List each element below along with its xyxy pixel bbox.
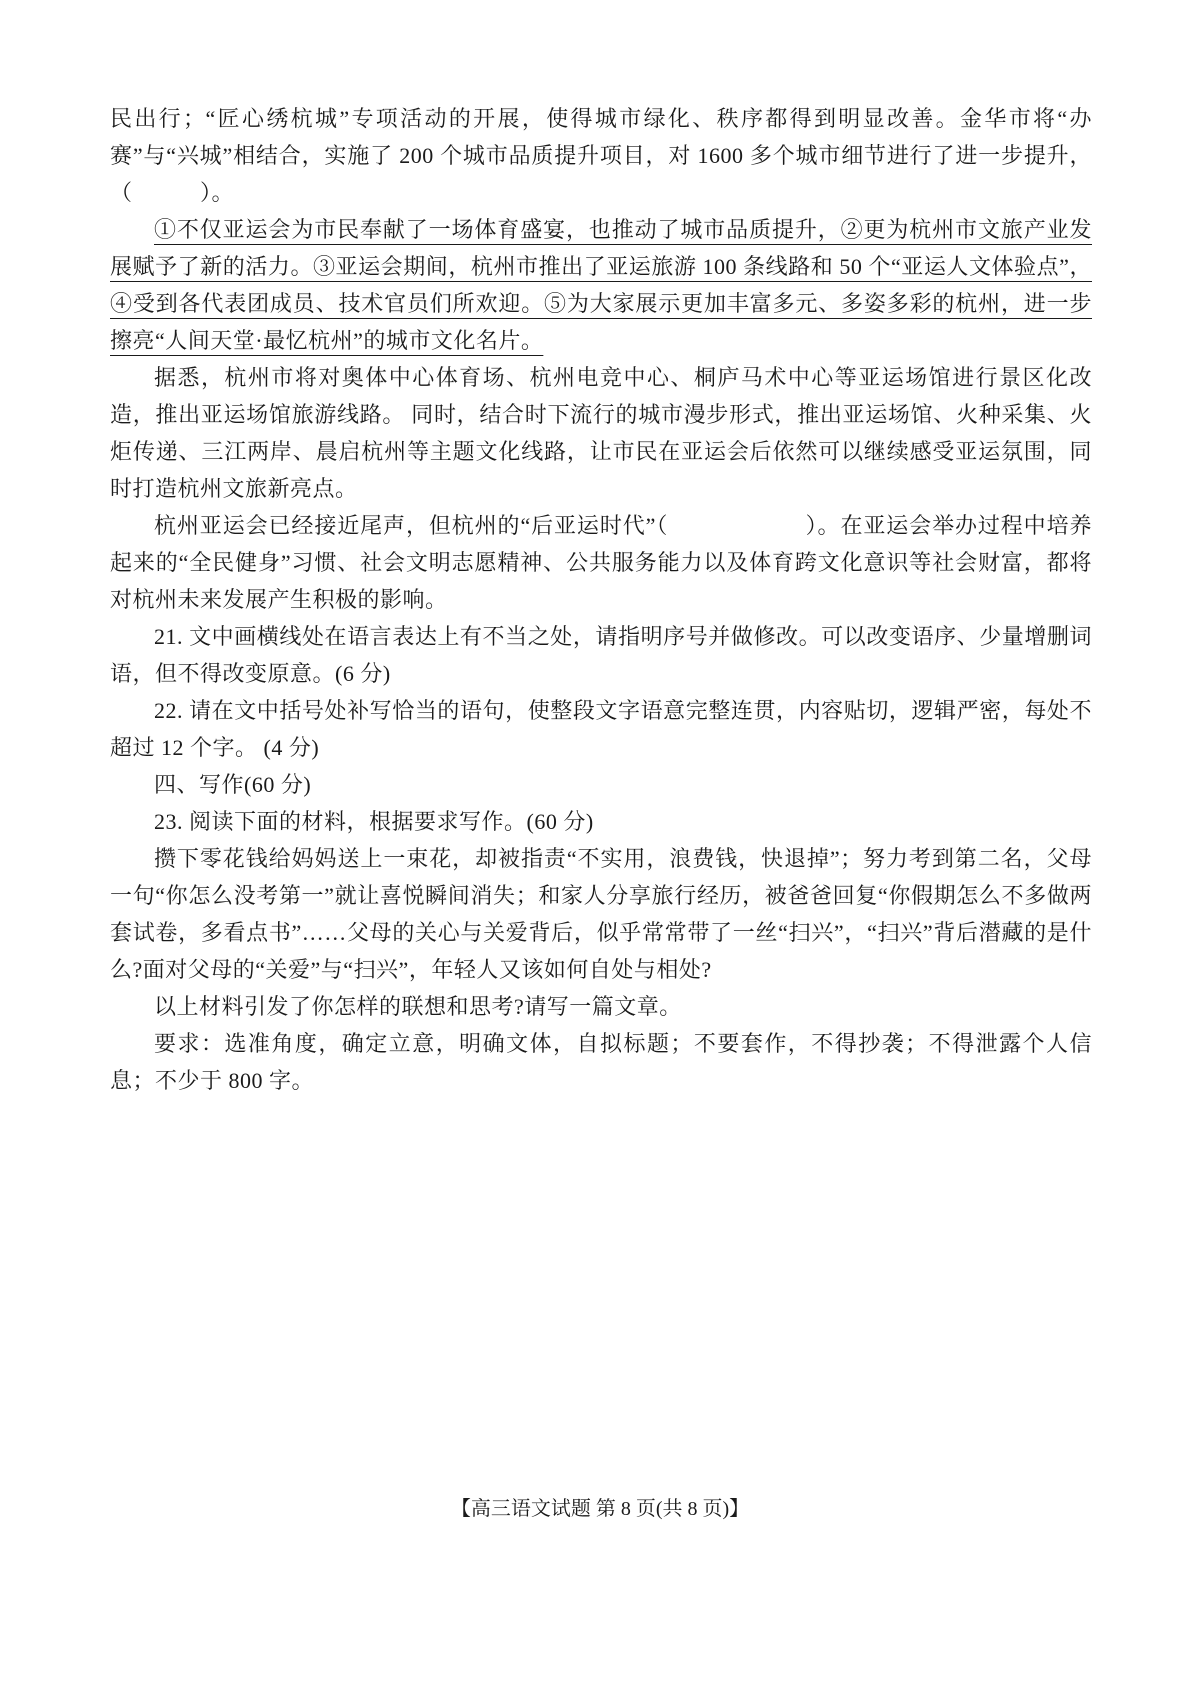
- section-heading-writing: 四、写作(60 分): [154, 772, 312, 797]
- page-footer: [0, 1492, 1200, 1521]
- essay-prompt: 以上材料引发了你怎样的联想和思考?请写一篇文章。: [154, 994, 682, 1019]
- paragraph-city-improvement: 民出行；“匠心绣杭城”专项活动的开展，使得城市绿化、秩序都得到明显改善。金华市将“办赛”与“兴城”相结合，实施了 200 个城市品质提升项目，对 1600 多个城市细节进行了进一步提升，（ ）。: [110, 106, 1093, 205]
- question-21: 21. 文中画横线处在语言表达上有不当之处，请指明序号并做修改。可以改变语序、少量增删词语，但不得改变原意。(6 分): [110, 624, 1092, 686]
- paragraph-venue-tourism: 据悉，杭州市将对奥体中心体育场、杭州电竞中心、桐庐马术中心等亚运场馆进行景区化改造，推出亚运场馆旅游线路。 同时，结合时下流行的城市漫步形式，推出亚运场馆、火种采集、火炬传递、三江两岸、晨启杭州等主题文化线路，让市民在亚运会后依然可以继续感受亚运氛围，同时打造杭州文旅新亮点。: [110, 365, 1092, 501]
- paragraph-underlined-sentences: ①不仅亚运会为市民奉献了一场体育盛宴，也推动了城市品质提升，②更为杭州市文旅产业发展赋予了新的活力。③亚运会期间，杭州市推出了亚运旅游 100 条线路和 50 个“亚运人文体验点”，④受到各代表团成员、技术官员们所欢迎。⑤为大家展示更加丰富多元、多姿多彩的杭州，进一步擦亮“人间天堂·最忆杭州”的城市文化名片。: [110, 217, 1092, 353]
- essay-requirements: 要求：选准角度，确定立意，明确文体，自拟标题；不要套作，不得抄袭；不得泄露个人信息；不少于 800 字。: [110, 1031, 1092, 1093]
- question-22: 22. 请在文中括号处补写恰当的语句，使整段文字语意完整连贯，内容贴切，逻辑严密，每处不超过 12 个字。 (4 分): [110, 698, 1092, 760]
- essay-material: 攒下零花钱给妈妈送上一束花，却被指责“不实用，浪费钱，快退掉”；努力考到第二名，父母一句“你怎么没考第一”就让喜悦瞬间消失；和家人分享旅行经历，被爸爸回复“你假期怎么不多做两套试卷，多看点书”……父母的关心与关爱背后，似乎常常带了一丝“扫兴”，“扫兴”背后潜藏的是什么?面对父母的“关爱”与“扫兴”，年轻人又该如何自处与相处?: [110, 846, 1092, 982]
- page-footer-label: 【高三语文试题 第 8 页(共 8 页)】: [450, 1498, 750, 1520]
- question-23: 23. 阅读下面的材料，根据要求写作。(60 分): [154, 809, 594, 834]
- document-body: [110, 100, 1092, 1099]
- paragraph-post-asian-games: 杭州亚运会已经接近尾声，但杭州的“后亚运时代”（ ）。在亚运会举办过程中培养起来的“全民健身”习惯、社会文明志愿精神、公共服务能力以及体育跨文化意识等社会财富，都将对杭州未来发展产生积极的影响。: [110, 513, 1092, 612]
